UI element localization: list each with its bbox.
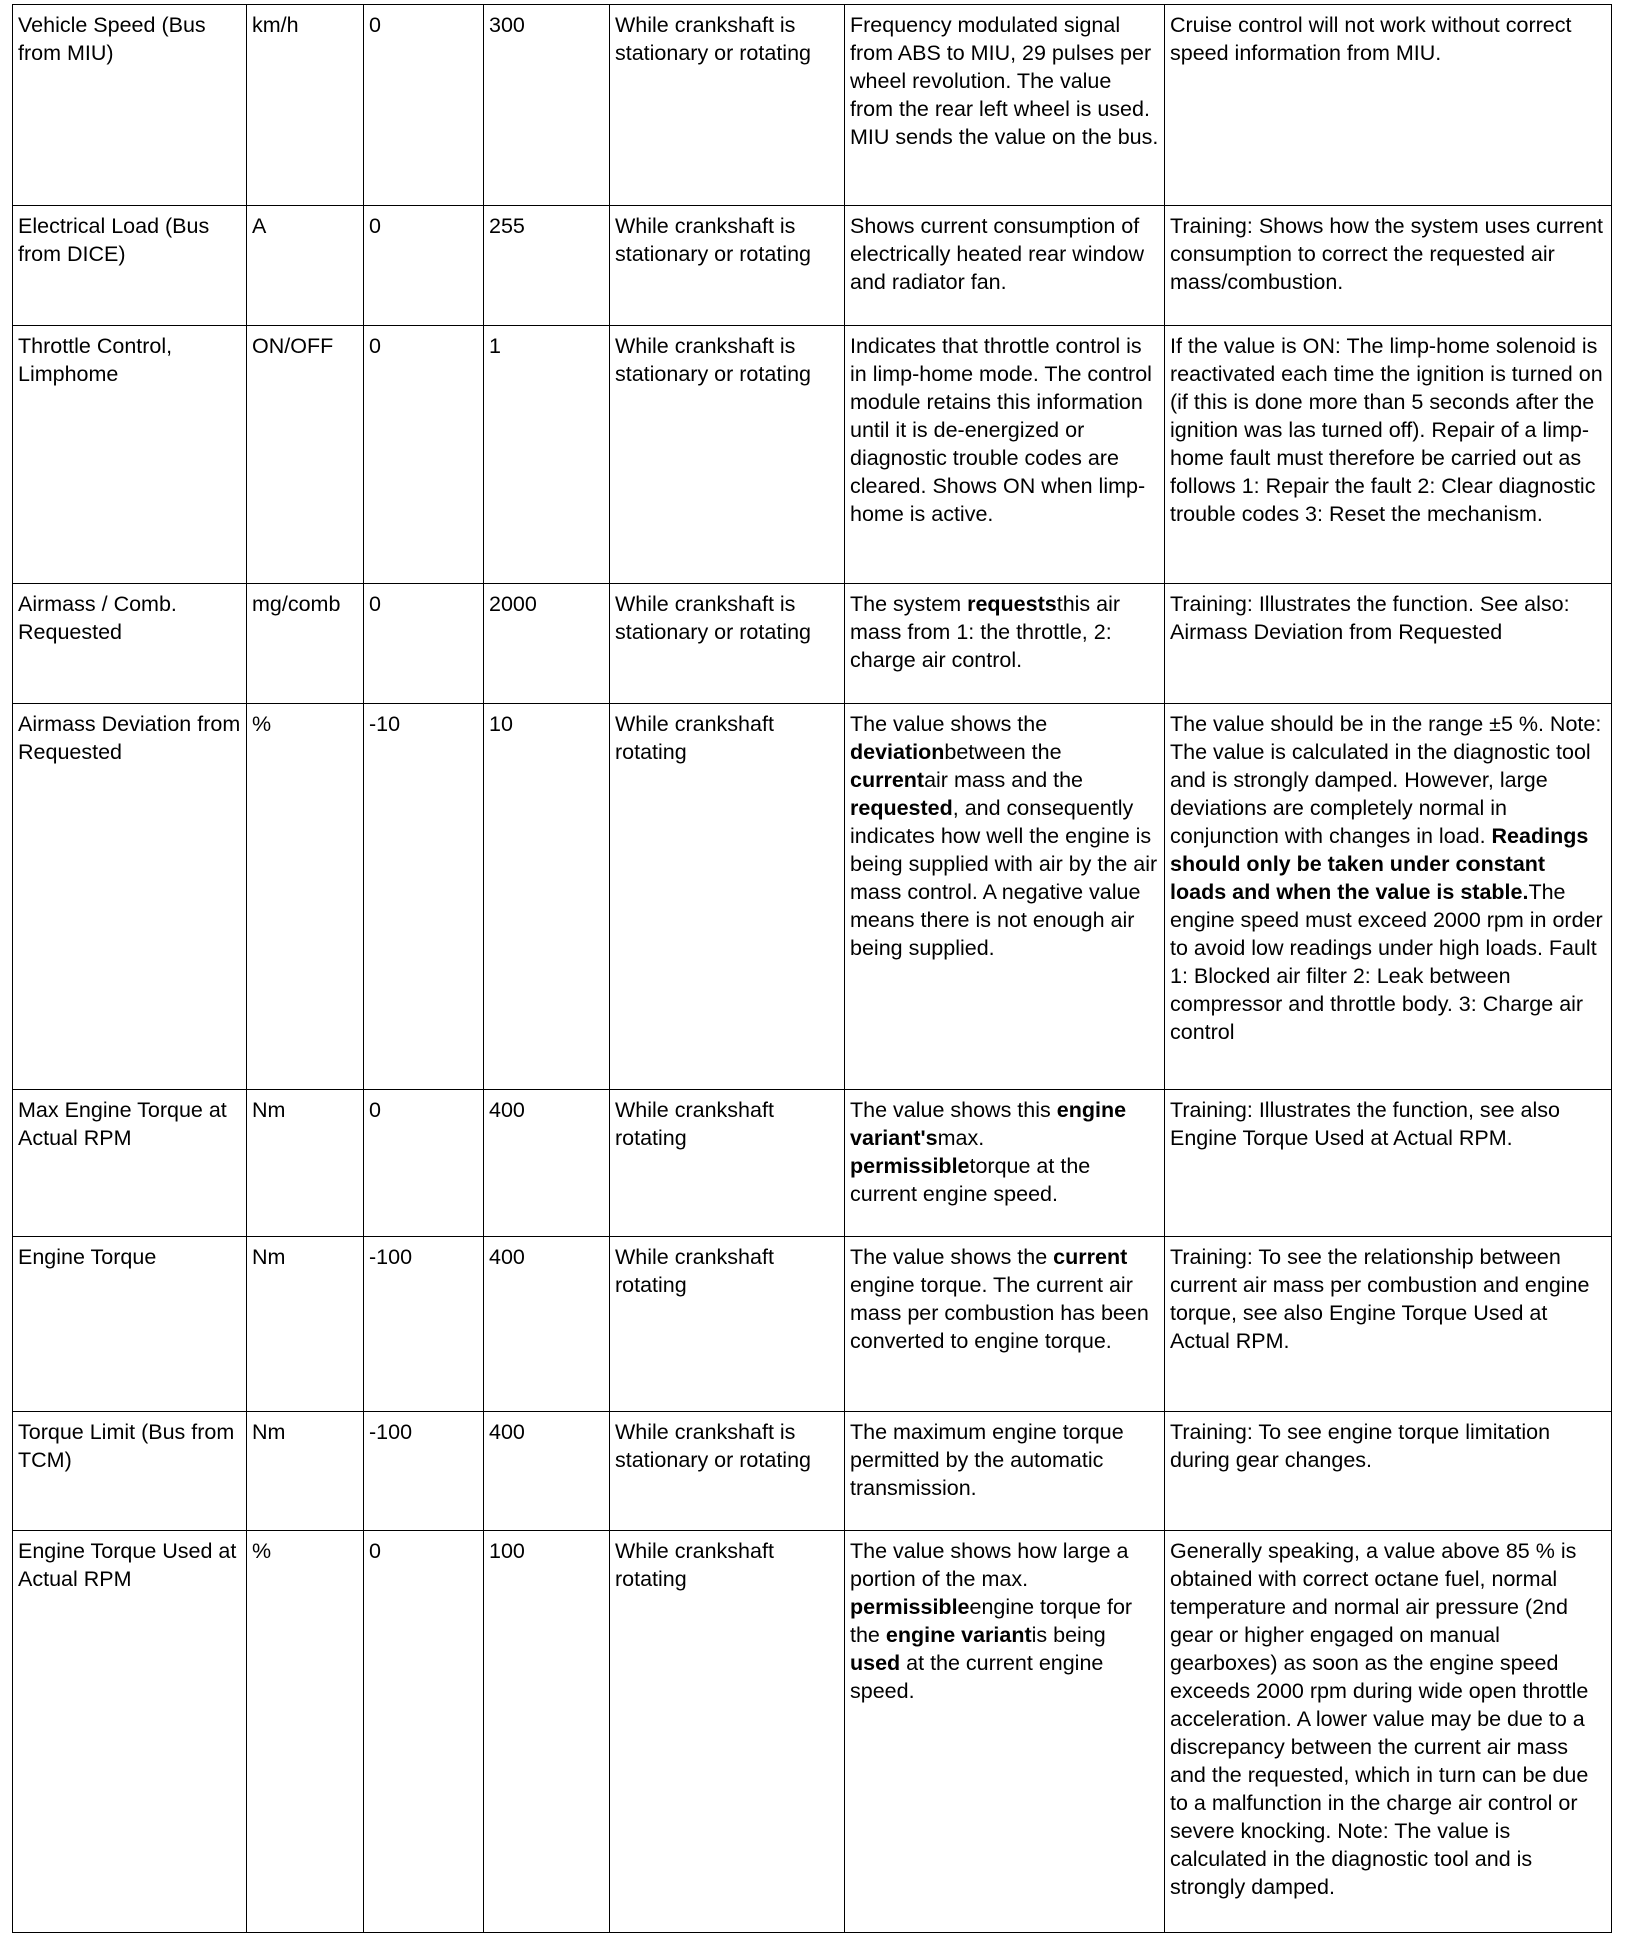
condition-cell: While crankshaft is stationary or rotating (610, 1412, 845, 1531)
parameter-name-cell: Airmass Deviation from Requested (13, 704, 247, 1090)
comment-cell (1165, 1090, 1612, 1237)
description-cell (845, 326, 1165, 584)
min-value-cell: -100 (364, 1412, 484, 1531)
unit-cell: Nm (247, 1090, 364, 1237)
comment-cell (1165, 206, 1612, 326)
comment-cell (1165, 704, 1612, 1090)
comment-cell (1165, 5, 1612, 206)
description-cell (845, 5, 1165, 206)
max-value-cell: 2000 (484, 584, 610, 704)
table-row (13, 1412, 1612, 1531)
text-segment: is being (1031, 1623, 1106, 1647)
min-value-cell: 0 (364, 1090, 484, 1237)
condition-cell: While crankshaft is stationary or rotating (610, 584, 845, 704)
parameter-name-cell: Torque Limit (Bus from TCM) (13, 1412, 247, 1531)
table-row (13, 704, 1612, 1090)
text-segment: The system (850, 592, 968, 616)
description-cell (845, 1237, 1165, 1412)
condition-cell: While crankshaft rotating (610, 704, 845, 1090)
table-row (13, 1237, 1612, 1412)
text-segment: The engine speed must exceed 2000 rpm in order to avoid low readings under high loads. Fault 1: Blocked air filter 2: Leak between compressor and throttle body. 3: Charge air control (1170, 880, 1603, 1044)
parameter-table (12, 4, 1612, 1933)
min-value-cell: -10 (364, 704, 484, 1090)
text-segment: Training: Illustrates the function, see also Engine Torque Used at Actual RPM. (1170, 1098, 1560, 1150)
comment-cell (1165, 326, 1612, 584)
description-cell (845, 1090, 1165, 1237)
parameter-name-cell: Electrical Load (Bus from DICE) (13, 206, 247, 326)
parameter-name-cell: Throttle Control, Limphome (13, 326, 247, 584)
table-row (13, 1090, 1612, 1237)
condition-cell: While crankshaft is stationary or rotating (610, 5, 845, 206)
text-segment: this air mass from 1: the throttle, 2: charge air control. (850, 592, 1121, 672)
min-value-cell: 0 (364, 326, 484, 584)
max-value-cell: 100 (484, 1531, 610, 1933)
unit-cell: km/h (247, 5, 364, 206)
max-value-cell: 400 (484, 1237, 610, 1412)
min-value-cell: 0 (364, 206, 484, 326)
text-segment: Generally speaking, a value above 85 % is obtained with correct octane fuel, normal temperature and normal air pressure (2nd gear or higher engaged on manual gearboxes) as soon as the engine speed exceeds 2000 rpm during wide open throttle acceleration. A lower value may be due to a discrepancy between the current air mass and the requested, which in turn can be due to a malfunction in the charge air control or severe knocking. Note: The value is calculated in the diagnostic tool and is strongly damped. (1170, 1539, 1589, 1899)
comment-cell (1165, 1237, 1612, 1412)
bold-text-segment: engine variant (885, 1623, 1032, 1647)
text-segment: Cruise control will not work without correct speed information from MIU. (1170, 13, 1572, 65)
table-row (13, 1531, 1612, 1933)
text-segment: engine torque. The current air mass per combustion has been converted to engine torque. (850, 1273, 1149, 1353)
text-segment: max. (937, 1126, 985, 1150)
unit-cell: Nm (247, 1412, 364, 1531)
text-segment: Shows current consumption of electrically heated rear window and radiator fan. (850, 214, 1144, 294)
text-segment: If the value is ON: The limp-home solenoid is reactivated each time the ignition is turned on (if this is done more than 5 seconds after the ignition was las turned off). Repair of a limp-home fault must therefore be carried out as follows 1: Repair the fault 2: Clear diagnostic trouble codes 3: Reset the mechanism. (1170, 334, 1603, 526)
text-segment: Training: Shows how the system uses current consumption to correct the requested air mass/combustion. (1170, 214, 1603, 294)
bold-text-segment: requested (850, 796, 953, 820)
text-segment: Training: To see the relationship between current air mass per combustion and engine torque, see also Engine Torque Used at Actual RPM. (1170, 1245, 1590, 1353)
text-segment: The value shows the (850, 712, 1048, 736)
min-value-cell: 0 (364, 5, 484, 206)
unit-cell: % (247, 704, 364, 1090)
text-segment: The value shows this (850, 1098, 1057, 1122)
bold-text-segment: permissible (850, 1595, 970, 1619)
bold-text-segment: used (850, 1651, 901, 1675)
min-value-cell: 0 (364, 584, 484, 704)
description-cell (845, 704, 1165, 1090)
text-segment: engine torque for the (850, 1595, 1133, 1647)
text-segment: The value should be in the range ±5 %. Note: The value is calculated in the diagnostic tool and is strongly damped. However, large deviations are completely normal in conjunction with changes in load. (1170, 712, 1602, 848)
max-value-cell: 400 (484, 1412, 610, 1531)
bold-text-segment: engine variant's (850, 1098, 1127, 1150)
bold-text-segment: permissible (850, 1154, 970, 1178)
text-segment: torque at the current engine speed. (850, 1154, 1091, 1206)
comment-cell (1165, 1412, 1612, 1531)
max-value-cell: 300 (484, 5, 610, 206)
condition-cell: While crankshaft rotating (610, 1090, 845, 1237)
description-cell (845, 584, 1165, 704)
text-segment: between the (944, 740, 1062, 764)
parameter-name-cell: Engine Torque Used at Actual RPM (13, 1531, 247, 1933)
min-value-cell: -100 (364, 1237, 484, 1412)
text-segment: The value shows the (850, 1245, 1054, 1269)
parameter-name-cell: Engine Torque (13, 1237, 247, 1412)
max-value-cell: 255 (484, 206, 610, 326)
table-row (13, 5, 1612, 206)
max-value-cell: 400 (484, 1090, 610, 1237)
comment-cell (1165, 1531, 1612, 1933)
text-segment: The maximum engine torque permitted by the automatic transmission. (850, 1420, 1124, 1500)
parameter-name-cell: Airmass / Comb. Requested (13, 584, 247, 704)
text-segment: Training: To see engine torque limitation during gear changes. (1170, 1420, 1551, 1472)
parameter-name-cell: Max Engine Torque at Actual RPM (13, 1090, 247, 1237)
text-segment: , and consequently indicates how well the engine is being supplied with air by the air mass control. A negative value means there is not enough air being supplied. (850, 796, 1158, 960)
condition-cell: While crankshaft is stationary or rotating (610, 326, 845, 584)
text-segment: Indicates that throttle control is in limp-home mode. The control module retains this information until it is de-energized or diagnostic trouble codes are cleared. Shows ON when limp-home is active. (850, 334, 1152, 526)
text-segment: Frequency modulated signal from ABS to MIU, 29 pulses per wheel revolution. The value from the rear left wheel is used. MIU sends the value on the bus. (850, 13, 1159, 149)
description-cell (845, 206, 1165, 326)
bold-text-segment: requests (967, 592, 1057, 616)
bold-text-segment: Readings should only be taken under constant loads and when the value is stable. (1170, 824, 1589, 904)
text-segment: air mass and the (924, 768, 1084, 792)
description-cell (845, 1412, 1165, 1531)
condition-cell: While crankshaft rotating (610, 1531, 845, 1933)
comment-cell (1165, 584, 1612, 704)
text-segment: The value shows how large a portion of the max. (850, 1539, 1129, 1591)
text-segment: at the current engine speed. (850, 1651, 1104, 1703)
unit-cell: A (247, 206, 364, 326)
description-cell (845, 1531, 1165, 1933)
unit-cell: ON/OFF (247, 326, 364, 584)
table-row (13, 326, 1612, 584)
bold-text-segment: deviation (850, 740, 945, 764)
unit-cell: % (247, 1531, 364, 1933)
condition-cell: While crankshaft is stationary or rotating (610, 206, 845, 326)
max-value-cell: 10 (484, 704, 610, 1090)
min-value-cell: 0 (364, 1531, 484, 1933)
unit-cell: Nm (247, 1237, 364, 1412)
condition-cell: While crankshaft rotating (610, 1237, 845, 1412)
text-segment: Training: Illustrates the function. See also: Airmass Deviation from Requested (1170, 592, 1570, 644)
bold-text-segment: current (1053, 1245, 1128, 1269)
parameter-name-cell: Vehicle Speed (Bus from MIU) (13, 5, 247, 206)
table-row (13, 584, 1612, 704)
table-row (13, 206, 1612, 326)
unit-cell: mg/comb (247, 584, 364, 704)
bold-text-segment: current (850, 768, 925, 792)
max-value-cell: 1 (484, 326, 610, 584)
